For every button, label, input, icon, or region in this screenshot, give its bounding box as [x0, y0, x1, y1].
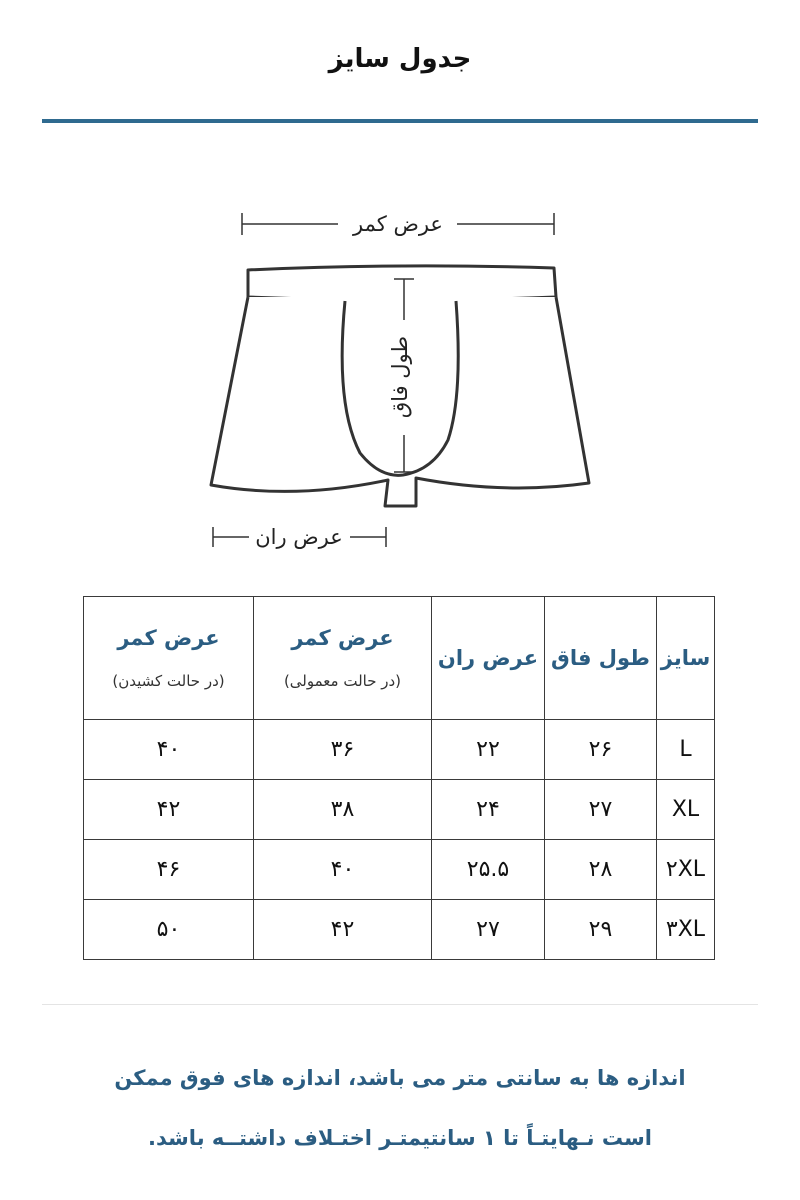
thigh-cell: ۲۴: [432, 780, 545, 840]
waist-stretched-cell: ۵۰: [84, 900, 254, 960]
waist-normal-cell: ۴۲: [254, 900, 432, 960]
page-title: جدول سایز: [328, 44, 472, 74]
table-row: [84, 780, 715, 840]
header-waist-stretched-label: عرض کمر: [117, 626, 220, 650]
rise-cell: ۲۸: [545, 840, 657, 900]
rise-cell: ۲۹: [545, 900, 657, 960]
table-row: [84, 840, 715, 900]
header-waist-normal-label: عرض کمر: [291, 626, 394, 650]
measurement-note: [60, 1048, 740, 1168]
size-cell: XL: [657, 780, 715, 840]
thigh-cell: ۲۲: [432, 720, 545, 780]
header-rise: [545, 597, 657, 720]
header-waist-normal-note: (در حالت معمولی): [283, 672, 402, 690]
rise-label: طول فاق: [388, 335, 412, 419]
thigh-label: عرض ران: [255, 525, 343, 549]
waistband: [248, 266, 556, 300]
header-size: [657, 597, 715, 720]
waist-stretched-cell: ۴۶: [84, 840, 254, 900]
header-waist-stretched: [84, 597, 254, 720]
header-waist-stretched-note: (در حالت کشیدن): [112, 672, 225, 690]
waist-normal-cell: ۴۰: [254, 840, 432, 900]
waist-label: عرض کمر: [353, 212, 443, 236]
table-row: [84, 900, 715, 960]
rise-cell: ۲۶: [545, 720, 657, 780]
size-table: [83, 596, 715, 960]
size-cell: ۳XL: [657, 900, 715, 960]
header-waist-normal: [254, 597, 432, 720]
header-rise-label: طول فاق: [551, 646, 650, 670]
note-line-1: اندازه ها به سانتی متر می باشد، اندازه های فوق ممکن: [114, 1066, 686, 1090]
rise-cell: ۲۷: [545, 780, 657, 840]
note-line-2: است نـهایتـاً تا ۱ سانتیمتـر اختـلاف داشتــه باشد.: [148, 1126, 652, 1150]
note-divider: [42, 1004, 758, 1005]
boxer-diagram: [195, 195, 615, 565]
size-table-header-row: [84, 597, 715, 720]
waist-normal-cell: ۳۶: [254, 720, 432, 780]
waist-stretched-cell: ۴۰: [84, 720, 254, 780]
size-cell: ۲XL: [657, 840, 715, 900]
thigh-cell: ۲۷: [432, 900, 545, 960]
title-divider: [42, 119, 758, 123]
size-cell: L: [657, 720, 715, 780]
boxer-illustration: [195, 195, 615, 565]
thigh-cell: ۲۵.۵: [432, 840, 545, 900]
header-size-label: سایز: [660, 646, 711, 670]
header-thigh-label: عرض ران: [437, 646, 539, 670]
waist-normal-cell: ۳۸: [254, 780, 432, 840]
header-thigh: [432, 597, 545, 720]
waist-stretched-cell: ۴۲: [84, 780, 254, 840]
table-row: [84, 720, 715, 780]
